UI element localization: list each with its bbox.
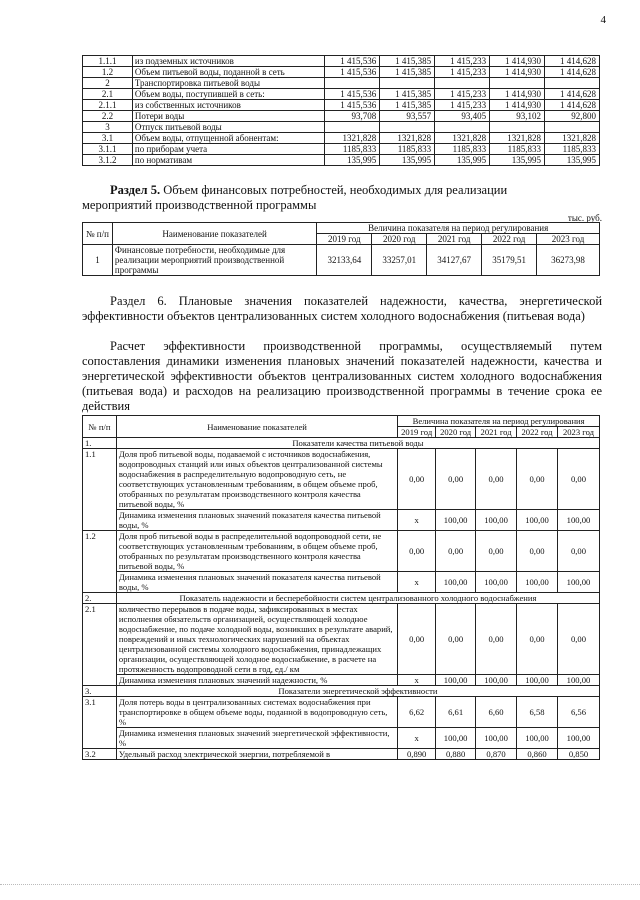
table-row: 1.2 Доля проб питьевой воды в распределительной водопроводной сети, не соответствующих установленным требованиям, в общем объеме проб, отобранных по результатам производственного контроля качества питьевой воды, % 0,00 0,00 0,00 0,00 0,00 — [83, 531, 600, 572]
page-number: 4 — [600, 14, 606, 26]
unit-label: тыс. руб. — [567, 213, 602, 223]
section6-paragraph: Расчет эффективности производственной программы, осуществляемый путем сопоставления динамики изменения плановых значений показателей надежности, качества и энергетической эффективности объектов централизованных систем холодного водоснабжения (питьевая вода) и расходов на реализацию производственной программы в течение срока ее действия — [82, 339, 602, 413]
table-row: 2.1 Объем воды, поступившей в сеть: 1 415,536 1 415,385 1 415,233 1 414,930 1 414,628 — [83, 89, 600, 100]
table-row: 1.1.1 из подземных источников 1 415,536 1 415,385 1 415,233 1 414,930 1 414,628 — [83, 56, 600, 67]
table-row: Динамика изменения плановых значений показателя качества питьевой воды, % х 100,00 100,00 100,00 100,00 — [83, 572, 600, 593]
table-row: 1.2 Объем питьевой воды, поданной в сеть 1 415,536 1 415,385 1 415,233 1 414,930 1 414,628 — [83, 67, 600, 78]
table-row: 3.1.1 по приборам учета 1185,833 1185,833 1185,833 1185,833 1185,833 — [83, 144, 600, 155]
header-num: № п/п — [83, 223, 113, 245]
table-row: 1 Финансовые потребности, необходимые для реализации мероприятий производственной программы 32133,64 33257,01 34127,67 35179,51 36273,98 — [83, 245, 600, 276]
year-header: 2019 год — [398, 427, 436, 438]
footer-divider — [0, 884, 640, 885]
header-name: Наименование показателей — [116, 416, 397, 438]
year-header: 2019 год — [317, 234, 372, 245]
year-header: 2020 год — [436, 427, 476, 438]
financial-needs-table — [82, 222, 600, 276]
section-row: 1. Показатели качества питьевой воды — [83, 438, 600, 449]
section-row: 3. Показатели энергетической эффективности — [83, 686, 600, 697]
header-name: Наименование показателей — [112, 223, 316, 245]
year-header: 2023 год — [537, 234, 600, 245]
table-row: 3.1 Доля потерь воды в централизованных системах водоснабжения при транспортировке в общем объеме воды, поданной в водопроводную сеть, % 6,62 6,61 6,60 6,58 6,56 — [83, 697, 600, 728]
indicators-table — [82, 415, 600, 760]
year-header: 2021 год — [476, 427, 517, 438]
header-period: Величина показателя на период регулирования — [317, 223, 600, 234]
table-row: 2 Транспортировка питьевой воды — [83, 78, 600, 89]
table-row: 2.2 Потери воды 93,708 93,557 93,405 93,102 92,800 — [83, 111, 600, 122]
section-row: 2. Показатель надежности и бесперебойности систем централизованного холодного водоснабжения — [83, 593, 600, 604]
table-row: 2.1 количество перерывов в подаче воды, зафиксированных в местах исполнения обязательств организацией, осуществляющей холодное водоснабжение, по подаче холодной воды, возникших в результате аварий, повреждений и иных технологических нарушений на объектах централизованной системы холодного водоснабжения, принадлежащих организации, осуществляющей холодное водоснабжение, в расчете на протяженность водопроводной сети в год, ед./ км 0,00 0,00 0,00 0,00 0,00 — [83, 604, 600, 675]
table-row: 3.1.2 по нормативам 135,995 135,995 135,995 135,995 135,995 — [83, 155, 600, 166]
section5-heading: Раздел 5. Объем финансовых потребностей, необходимых для реализации мероприятий производственной программы — [82, 183, 508, 212]
header-num: № п/п — [83, 416, 117, 438]
year-header: 2023 год — [558, 427, 600, 438]
table-row: Динамика изменения плановых значений надежности, % х 100,00 100,00 100,00 100,00 — [83, 675, 600, 686]
year-header: 2021 год — [427, 234, 482, 245]
table-row: 3 Отпуск питьевой воды — [83, 122, 600, 133]
water-balance-table — [82, 55, 600, 166]
section6-heading: Раздел 6. Плановые значения показателей надежности, качества, энергетической эффективности объектов централизованных систем холодного водоснабжения (питьевая вода) — [82, 294, 603, 323]
table-row: 3.1 Объем воды, отпущенной абонентам: 1321,828 1321,828 1321,828 1321,828 1321,828 — [83, 133, 600, 144]
table-row: 1.1 Доля проб питьевой воды, подаваемой с источников водоснабжения, водопроводных станций или иных объектов централизованной системы водоснабжения в распределительную водопроводную сеть, не соответствующих установленным требованиям, в общем объеме проб, отобранных по результатам производственного контроля качества питьевой воды, % 0,00 0,00 0,00 0,00 0,00 — [83, 449, 600, 510]
table-row: 3.2 Удельный расход электрической энергии, потребляемой в 0,890 0,880 0,870 0,860 0,850 — [83, 749, 600, 760]
year-header: 2022 год — [517, 427, 558, 438]
table-row: 2.1.1 из собственных источников 1 415,536 1 415,385 1 415,233 1 414,930 1 414,628 — [83, 100, 600, 111]
year-header: 2022 год — [482, 234, 537, 245]
year-header: 2020 год — [372, 234, 427, 245]
table-row: Динамика изменения плановых значений энергетической эффективности, % х 100,00 100,00 100,00 100,00 — [83, 728, 600, 749]
table-row: Динамика изменения плановых значений показателя качества питьевой воды, % х 100,00 100,00 100,00 100,00 — [83, 510, 600, 531]
header-period: Величина показателя на период регулирования — [398, 416, 600, 427]
